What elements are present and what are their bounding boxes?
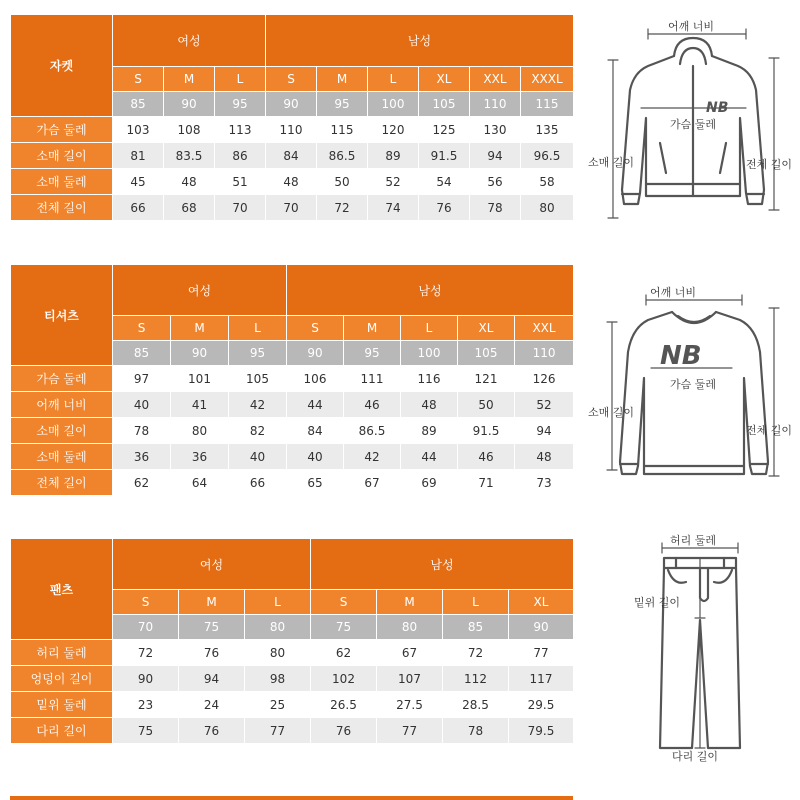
tshirt-size: XL: [458, 316, 515, 341]
cell-value: 120: [368, 117, 419, 143]
row-label: 전체 길이: [11, 195, 113, 221]
cell-value: 130: [470, 117, 521, 143]
row-label: 어깨 너비: [11, 392, 113, 418]
tshirt-size: S: [287, 316, 344, 341]
svg-text:NB: NB: [706, 100, 729, 116]
pants-size: L: [245, 590, 311, 615]
cell-value: 41: [171, 392, 229, 418]
cell-value: 42: [344, 444, 401, 470]
jacket-size: M: [317, 67, 368, 92]
cell-value: 116: [401, 366, 458, 392]
cell-value: 48: [164, 169, 215, 195]
cell-value: 89: [401, 418, 458, 444]
tshirt-size-number: 90: [171, 341, 229, 366]
cell-value: 89: [368, 143, 419, 169]
cell-value: 101: [171, 366, 229, 392]
cell-value: 77: [377, 718, 443, 744]
jacket-size: S: [266, 67, 317, 92]
cell-value: 97: [113, 366, 171, 392]
next-table-header-strip: [10, 796, 573, 800]
pants-sketch-icon: [620, 528, 770, 768]
cell-value: 81: [113, 143, 164, 169]
cell-value: 36: [171, 444, 229, 470]
pants-size: L: [443, 590, 509, 615]
jacket-size-number: 95: [215, 92, 266, 117]
table-row: [11, 117, 574, 143]
cell-value: 48: [401, 392, 458, 418]
cell-value: 58: [521, 169, 574, 195]
table-row: [11, 195, 574, 221]
cell-value: 76: [419, 195, 470, 221]
row-label: 다리 길이: [11, 718, 113, 744]
row-label: 밑위 둘레: [11, 692, 113, 718]
tshirt-category-title: 티셔츠: [11, 265, 113, 366]
cell-value: 42: [229, 392, 287, 418]
jacket-size-number: 85: [113, 92, 164, 117]
cell-value: 23: [113, 692, 179, 718]
cell-value: 91.5: [419, 143, 470, 169]
jacket-total-label: 전체 길이: [746, 158, 793, 171]
jacket-shoulder-label: 어깨 너비: [668, 20, 715, 33]
cell-value: 68: [164, 195, 215, 221]
cell-value: 62: [113, 470, 171, 496]
row-label: 가슴 둘레: [11, 117, 113, 143]
cell-value: 67: [377, 640, 443, 666]
jacket-size-number: 95: [317, 92, 368, 117]
cell-value: 67: [344, 470, 401, 496]
tshirt-size-number: 85: [113, 341, 171, 366]
jacket-women-header: 여성: [113, 15, 266, 67]
jacket-size: XL: [419, 67, 470, 92]
jacket-size-table: [10, 14, 574, 221]
jacket-size: L: [368, 67, 419, 92]
table-row: [11, 169, 574, 195]
cell-value: 90: [113, 666, 179, 692]
tshirt-size: L: [229, 316, 287, 341]
cell-value: 77: [245, 718, 311, 744]
row-label: 가슴 둘레: [11, 366, 113, 392]
pants-size-number: 70: [113, 615, 179, 640]
cell-value: 26.5: [311, 692, 377, 718]
cell-value: 86: [215, 143, 266, 169]
tshirt-size-number: 95: [344, 341, 401, 366]
cell-value: 94: [470, 143, 521, 169]
svg-text:NB: NB: [660, 341, 702, 371]
cell-value: 73: [515, 470, 574, 496]
cell-value: 69: [401, 470, 458, 496]
pants-leg-label: 다리 길이: [672, 750, 719, 763]
row-label: 소매 둘레: [11, 169, 113, 195]
cell-value: 48: [515, 444, 574, 470]
table-row: [11, 470, 574, 496]
pants-women-header: 여성: [113, 539, 311, 590]
cell-value: 80: [171, 418, 229, 444]
tshirt-sleeve-label: 소매 길이: [588, 406, 635, 419]
pants-size-table: [10, 538, 574, 744]
cell-value: 76: [179, 640, 245, 666]
cell-value: 113: [215, 117, 266, 143]
cell-value: 84: [287, 418, 344, 444]
jacket-size: S: [113, 67, 164, 92]
jacket-size-number: 110: [470, 92, 521, 117]
row-label: 소매 길이: [11, 418, 113, 444]
cell-value: 44: [287, 392, 344, 418]
pants-size-number: 80: [377, 615, 443, 640]
table-row: [11, 143, 574, 169]
cell-value: 64: [171, 470, 229, 496]
cell-value: 103: [113, 117, 164, 143]
pants-size: M: [377, 590, 443, 615]
table-row: [11, 640, 574, 666]
pants-size: XL: [509, 590, 574, 615]
cell-value: 94: [179, 666, 245, 692]
cell-value: 27.5: [377, 692, 443, 718]
tshirt-size-number: 100: [401, 341, 458, 366]
pants-measurement-diagram: [620, 528, 770, 768]
jacket-size-number: 115: [521, 92, 574, 117]
cell-value: 107: [377, 666, 443, 692]
cell-value: 91.5: [458, 418, 515, 444]
jacket-size: L: [215, 67, 266, 92]
tshirt-size: XXL: [515, 316, 574, 341]
cell-value: 74: [368, 195, 419, 221]
cell-value: 84: [266, 143, 317, 169]
table-row: [11, 444, 574, 470]
cell-value: 110: [266, 117, 317, 143]
cell-value: 45: [113, 169, 164, 195]
row-label: 전체 길이: [11, 470, 113, 496]
cell-value: 72: [113, 640, 179, 666]
pants-size: S: [311, 590, 377, 615]
jacket-measurement-diagram: [586, 18, 800, 228]
tshirt-size-number: 105: [458, 341, 515, 366]
cell-value: 36: [113, 444, 171, 470]
cell-value: 70: [266, 195, 317, 221]
cell-value: 54: [419, 169, 470, 195]
table-row: [11, 692, 574, 718]
tshirt-size-number: 90: [287, 341, 344, 366]
cell-value: 86.5: [317, 143, 368, 169]
jacket-size-number: 90: [164, 92, 215, 117]
cell-value: 126: [515, 366, 574, 392]
cell-value: 135: [521, 117, 574, 143]
cell-value: 78: [113, 418, 171, 444]
pants-category-title: 팬츠: [11, 539, 113, 640]
tshirt-size-number: 95: [229, 341, 287, 366]
jacket-size-number: 105: [419, 92, 470, 117]
jacket-size-number: 90: [266, 92, 317, 117]
cell-value: 40: [229, 444, 287, 470]
table-row: [11, 718, 574, 744]
cell-value: 78: [470, 195, 521, 221]
cell-value: 78: [443, 718, 509, 744]
cell-value: 106: [287, 366, 344, 392]
jacket-size: M: [164, 67, 215, 92]
cell-value: 50: [317, 169, 368, 195]
jacket-sleeve-label: 소매 길이: [588, 156, 635, 169]
cell-value: 51: [215, 169, 266, 195]
cell-value: 76: [179, 718, 245, 744]
pants-men-header: 남성: [311, 539, 574, 590]
cell-value: 56: [470, 169, 521, 195]
tshirt-chest-label: 가슴 둘레: [670, 378, 717, 391]
pants-waist-label: 허리 둘레: [670, 534, 717, 547]
cell-value: 40: [113, 392, 171, 418]
cell-value: 125: [419, 117, 470, 143]
cell-value: 72: [317, 195, 368, 221]
row-label: 소매 길이: [11, 143, 113, 169]
cell-value: 44: [401, 444, 458, 470]
cell-value: 75: [113, 718, 179, 744]
cell-value: 98: [245, 666, 311, 692]
cell-value: 121: [458, 366, 515, 392]
cell-value: 48: [266, 169, 317, 195]
tshirt-size: M: [344, 316, 401, 341]
row-label: 엉덩이 길이: [11, 666, 113, 692]
cell-value: 28.5: [443, 692, 509, 718]
table-row: [11, 366, 574, 392]
cell-value: 65: [287, 470, 344, 496]
cell-value: 52: [515, 392, 574, 418]
cell-value: 115: [317, 117, 368, 143]
pants-size-number: 90: [509, 615, 574, 640]
tshirt-total-label: 전체 길이: [746, 424, 793, 437]
cell-value: 50: [458, 392, 515, 418]
tshirt-measurement-diagram: [586, 282, 800, 492]
table-row: [11, 666, 574, 692]
jacket-chest-label: 가슴 둘레: [670, 118, 717, 131]
cell-value: 66: [113, 195, 164, 221]
cell-value: 108: [164, 117, 215, 143]
jacket-size: XXXL: [521, 67, 574, 92]
cell-value: 80: [521, 195, 574, 221]
cell-value: 46: [344, 392, 401, 418]
cell-value: 24: [179, 692, 245, 718]
cell-value: 117: [509, 666, 574, 692]
cell-value: 52: [368, 169, 419, 195]
pants-size-number: 75: [311, 615, 377, 640]
cell-value: 62: [311, 640, 377, 666]
jacket-size-number: 100: [368, 92, 419, 117]
cell-value: 105: [229, 366, 287, 392]
cell-value: 40: [287, 444, 344, 470]
table-row: [11, 418, 574, 444]
cell-value: 77: [509, 640, 574, 666]
tshirt-size: S: [113, 316, 171, 341]
cell-value: 112: [443, 666, 509, 692]
pants-size: M: [179, 590, 245, 615]
pants-size-number: 80: [245, 615, 311, 640]
cell-value: 111: [344, 366, 401, 392]
row-label: 허리 둘레: [11, 640, 113, 666]
cell-value: 29.5: [509, 692, 574, 718]
cell-value: 94: [515, 418, 574, 444]
pants-size-number: 85: [443, 615, 509, 640]
jacket-size: XXL: [470, 67, 521, 92]
pants-rise-label: 밑위 길이: [634, 596, 681, 609]
tshirt-men-header: 남성: [287, 265, 574, 316]
cell-value: 102: [311, 666, 377, 692]
tshirt-size-number: 110: [515, 341, 574, 366]
cell-value: 72: [443, 640, 509, 666]
cell-value: 86.5: [344, 418, 401, 444]
tshirt-size: L: [401, 316, 458, 341]
cell-value: 80: [245, 640, 311, 666]
tshirt-size-table: [10, 264, 574, 496]
cell-value: 66: [229, 470, 287, 496]
cell-value: 83.5: [164, 143, 215, 169]
cell-value: 82: [229, 418, 287, 444]
cell-value: 79.5: [509, 718, 574, 744]
jacket-men-header: 남성: [266, 15, 574, 67]
tshirt-shoulder-label: 어깨 너비: [650, 286, 697, 299]
cell-value: 46: [458, 444, 515, 470]
pants-size: S: [113, 590, 179, 615]
cell-value: 70: [215, 195, 266, 221]
cell-value: 96.5: [521, 143, 574, 169]
row-label: 소매 둘레: [11, 444, 113, 470]
cell-value: 71: [458, 470, 515, 496]
table-row: [11, 392, 574, 418]
pants-size-number: 75: [179, 615, 245, 640]
jacket-category-title: 자켓: [11, 15, 113, 117]
tshirt-women-header: 여성: [113, 265, 287, 316]
cell-value: 76: [311, 718, 377, 744]
tshirt-size: M: [171, 316, 229, 341]
cell-value: 25: [245, 692, 311, 718]
